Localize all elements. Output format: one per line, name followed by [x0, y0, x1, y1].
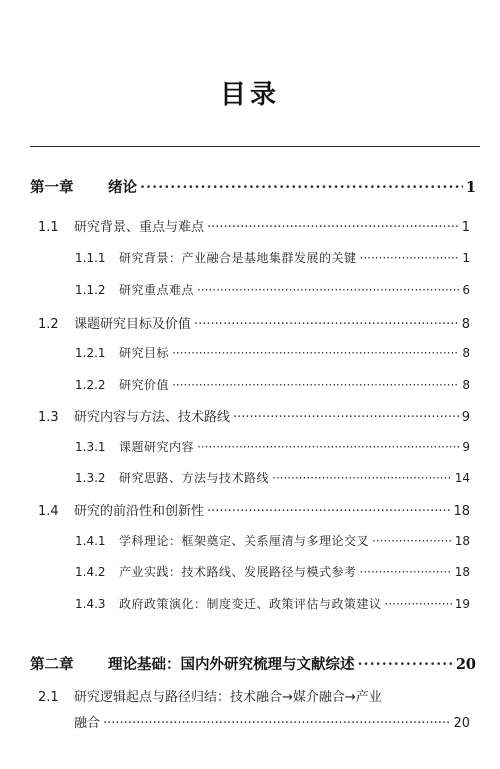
subsection-title: 研究背景：产业融合是基地集群发展的关键: [119, 251, 357, 265]
section-title: 课题研究目标及价值: [74, 317, 192, 332]
page-number: 1: [465, 179, 476, 196]
section-number: 1.1: [38, 220, 59, 235]
dot-leader: [197, 440, 459, 454]
toc-subsection-1-3-2[interactable]: [75, 469, 470, 486]
chapter-title: 绪论: [108, 179, 137, 196]
page-title: 目录: [219, 80, 280, 110]
toc-subsection-1-4-2[interactable]: [75, 563, 470, 580]
subsection-number: 1.4.1: [75, 534, 106, 548]
dot-leader: [272, 471, 452, 485]
divider-rule: [30, 146, 480, 147]
subsection-number: 1.4.3: [75, 597, 106, 611]
toc-subsection-1-1-2[interactable]: [75, 281, 470, 298]
section-title: 研究的前沿性和创新性: [74, 504, 205, 519]
dot-leader: [103, 716, 450, 731]
page-number: 9: [461, 410, 470, 425]
toc-section-2-1[interactable]: [38, 686, 470, 736]
subsection-number: 1.2.2: [75, 378, 106, 392]
section-number: 1.4: [38, 504, 59, 519]
page-number: 20: [455, 656, 476, 673]
page-number: 8: [462, 378, 470, 392]
page-number: 8: [461, 317, 470, 332]
section-title-continued: 融合: [74, 716, 101, 731]
subsection-number: 1.1.2: [75, 283, 106, 297]
chapter-number: 第二章: [30, 656, 74, 673]
subsection-number: 1.3.1: [75, 440, 106, 454]
dot-leader: [360, 565, 452, 579]
page-number: 20: [453, 716, 470, 731]
dot-leader: [233, 410, 459, 425]
dot-leader: [360, 251, 460, 265]
section-title: 研究逻辑起点与路径归结：技术融合→媒介融合→产业: [74, 690, 382, 705]
subsection-number: 1.2.1: [75, 346, 106, 360]
subsection-title: 课题研究内容: [119, 440, 195, 454]
subsection-title: 产业实践：技术路线、发展路径与模式参考: [119, 565, 357, 579]
page-number: 6: [462, 283, 470, 297]
toc-chapter-1[interactable]: [30, 176, 476, 197]
subsection-number: 1.1.1: [75, 251, 106, 265]
section-title-line-1: [38, 686, 382, 705]
dot-leader: [172, 378, 459, 392]
page-number: 1: [462, 251, 470, 265]
dot-leader: [207, 220, 459, 235]
subsection-title: 学科理论：框架奠定、关系厘清与多理论交叉: [119, 534, 370, 548]
page-number: 14: [454, 471, 470, 485]
toc-section-1-3[interactable]: [38, 406, 470, 425]
page-number: 8: [462, 346, 470, 360]
toc-chapter-2[interactable]: [30, 653, 476, 674]
chapter-title: 理论基础：国内外研究梳理与文献综述: [108, 656, 355, 673]
subsection-title: 研究思路、方法与技术路线: [119, 471, 270, 485]
section-title-line-2: [74, 712, 470, 731]
section-number: 1.3: [38, 410, 59, 425]
toc-subsection-1-2-2[interactable]: [75, 376, 470, 393]
page-number: 19: [454, 597, 470, 611]
dot-leader: [358, 656, 453, 673]
dot-leader: [385, 597, 452, 611]
dot-leader: [194, 317, 459, 332]
toc-subsection-1-3-1[interactable]: [75, 438, 470, 455]
toc-subsection-1-4-1[interactable]: [75, 532, 470, 549]
section-title: 研究背景、重点与难点: [74, 220, 205, 235]
toc-section-1-1[interactable]: [38, 216, 470, 235]
subsection-title: 政府政策演化：制度变迁、政策评估与政策建议: [119, 597, 382, 611]
toc-subsection-1-4-3[interactable]: [75, 595, 470, 612]
dot-leader: [140, 179, 463, 196]
dot-leader: [207, 504, 450, 519]
toc-subsection-1-1-1[interactable]: [75, 249, 470, 266]
toc-section-1-2[interactable]: [38, 313, 470, 332]
dot-leader: [172, 346, 459, 360]
page-number: 18: [453, 504, 470, 519]
chapter-number: 第一章: [30, 179, 74, 196]
section-number: 1.2: [38, 317, 59, 332]
dot-leader: [197, 283, 459, 297]
page-number: 18: [454, 565, 470, 579]
toc-section-1-4[interactable]: [38, 500, 470, 519]
page-number: 9: [462, 440, 470, 454]
toc-subsection-1-2-1[interactable]: [75, 344, 470, 361]
subsection-title: 研究目标: [119, 346, 170, 360]
subsection-title: 研究重点难点: [119, 283, 195, 297]
dot-leader: [372, 534, 452, 548]
page-number: 18: [454, 534, 470, 548]
section-title: 研究内容与方法、技术路线: [74, 410, 231, 425]
page-number: 1: [461, 220, 470, 235]
subsection-title: 研究价值: [119, 378, 170, 392]
section-number: 2.1: [38, 690, 59, 705]
subsection-number: 1.3.2: [75, 471, 106, 485]
subsection-number: 1.4.2: [75, 565, 106, 579]
